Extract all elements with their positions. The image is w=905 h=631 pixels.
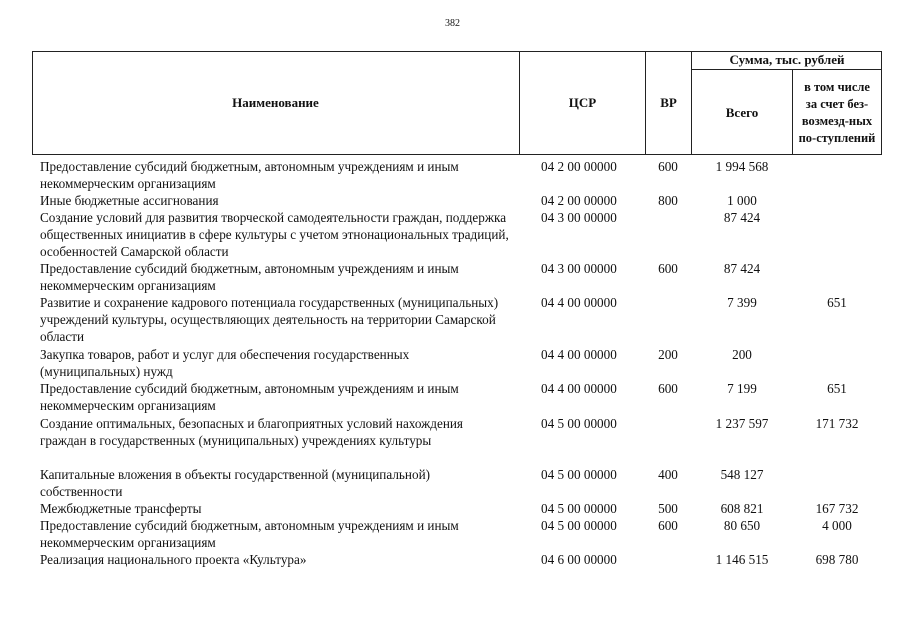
row-name: Иные бюджетные ассигнования [40,193,219,208]
row-total: 87 424 [723,261,761,276]
row-csr: 04 5 00 00000 [541,416,617,431]
header-csr: ЦСР [568,95,597,110]
row-csr: 04 6 00 00000 [541,552,617,567]
row-total: 80 650 [723,518,761,533]
row-total: 87 424 [723,210,761,225]
row-vr: 500 [658,501,678,516]
header-total: Всего [725,104,759,120]
row-free-receipts: 4 000 [822,518,852,533]
row-csr: 04 5 00 00000 [541,467,617,482]
row-name: Создание оптимальных, безопасных и благоприятных условий нахождения граждан в государственных (муниципальных) учреждениях культуры [40,416,464,448]
row-csr: 04 3 00 00000 [541,210,617,225]
row-name: Капитальные вложения в объекты государственной (муниципальной) собственности [40,467,431,499]
row-free-receipts: 698 780 [815,552,859,567]
page-number: 382 [445,18,460,29]
row-total: 1 994 568 [715,159,769,174]
row-total: 1 237 597 [715,416,769,431]
row-vr: 200 [658,347,678,362]
row-vr: 800 [658,193,678,208]
row-name: Развитие и сохранение кадрового потенциала государственных (муниципальных) учреждений культуры, осуществляющих деятельность на территории Самарской области [40,295,499,344]
row-total: 7 199 [727,381,757,396]
header-divider [792,69,793,155]
row-free-receipts: 651 [827,381,847,396]
row-free-receipts: 171 732 [815,416,859,431]
row-name: Реализация национального проекта «Культура» [40,552,307,567]
row-total: 1 000 [727,193,757,208]
row-csr: 04 5 00 00000 [541,501,617,516]
row-csr: 04 4 00 00000 [541,381,617,396]
row-csr: 04 5 00 00000 [541,518,617,533]
row-vr: 600 [658,261,678,276]
row-csr: 04 2 00 00000 [541,159,617,174]
row-name: Межбюджетные трансферты [40,501,202,516]
row-total: 1 146 515 [715,552,769,567]
row-vr: 600 [658,159,678,174]
row-name: Предоставление субсидий бюджетным, автономным учреждениям и иным некоммерческим организациям [40,518,459,550]
row-name: Предоставление субсидий бюджетным, автономным учреждениям и иным некоммерческим организациям [40,261,459,293]
row-total: 200 [732,347,752,362]
header-vr: ВР [660,95,677,110]
row-free-receipts: 651 [827,295,847,310]
header-name: Наименование [232,95,319,110]
row-total: 548 127 [720,467,764,482]
row-total: 608 821 [720,501,764,516]
row-csr: 04 4 00 00000 [541,295,617,310]
header-free-receipts: в том числе за счет без-возмезд-ных по-ступлений [798,79,876,145]
row-free-receipts: 167 732 [815,501,859,516]
row-name: Создание условий для развития творческой самодеятельности граждан, поддержка общественных инициатив в сфере культуры с учетом этнонациональных традиций, особенностей Самарской области [40,210,509,259]
row-vr: 400 [658,467,678,482]
row-name: Закупка товаров, работ и услуг для обеспечения государственных (муниципальных) нужд [40,347,410,379]
row-csr: 04 2 00 00000 [541,193,617,208]
header-sum-group: Сумма, тыс. рублей [729,52,845,67]
row-total: 7 399 [727,295,757,310]
row-csr: 04 3 00 00000 [541,261,617,276]
row-name: Предоставление субсидий бюджетным, автономным учреждениям и иным некоммерческим организациям [40,159,459,191]
row-csr: 04 4 00 00000 [541,347,617,362]
row-name: Предоставление субсидий бюджетным, автономным учреждениям и иным некоммерческим организациям [40,381,459,413]
row-vr: 600 [658,381,678,396]
row-vr: 600 [658,518,678,533]
